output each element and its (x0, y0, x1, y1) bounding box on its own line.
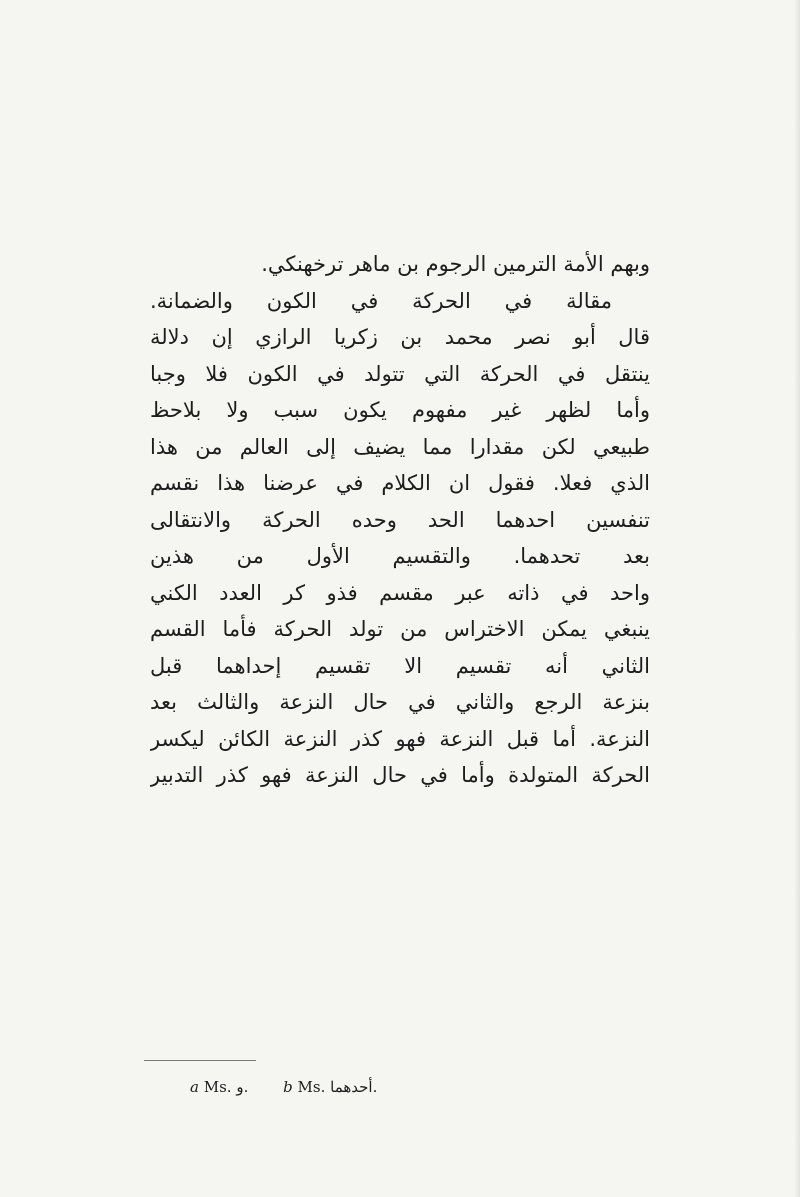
footnote-b-marker: b (283, 1078, 293, 1096)
text-line: ينبغي يمكن الاختراس من تولد الحركة فأما القسم (150, 617, 650, 641)
footnote-b-text: Ms. أحدهما. (297, 1078, 378, 1096)
footnote-rule (144, 1060, 256, 1061)
text-line: بعد تحدهما. والتقسيم الأول من هذين (150, 544, 650, 568)
text-line: وبهم الأمة الترمين الرجوم بن ماهر ترخهنكي. (261, 252, 650, 276)
text-line: ينتقل في الحركة التي تتولد في الكون فلا وجبا (150, 361, 650, 386)
text-line: الحركة المتولدة وأما في حال النزعة فهو كذر التدبير (150, 763, 650, 787)
footnote-b (283, 1078, 377, 1096)
text-line: النزعة. أما قبل النزعة فهو كذر النزعة الكائن ليكسر (150, 726, 650, 751)
text-line: مقالة في الحركة في الكون والضمانة. (150, 288, 612, 313)
text-line: طبيعي لكن مقدارا مما يضيف إلى العالم من هذا (150, 434, 650, 459)
footnote-a (190, 1078, 248, 1096)
text-line: الثاني أنه تقسيم الا تقسيم إحداهما قبل (150, 653, 650, 678)
text-line: قال أبو نصر محمد بن زكريا الرازي إن دلالة (150, 325, 650, 349)
text-line: واحد في ذاته عبر مقسم فذو كر العدد الكني (150, 580, 650, 605)
footnote-a-text: Ms. و. (203, 1078, 249, 1096)
arabic-text-block (150, 246, 650, 794)
text-line: بنزعة الرجع والثاني في حال النزعة والثالث بعد (150, 690, 650, 714)
footnote-a-marker: a (190, 1078, 199, 1096)
text-line: تنفسين احدهما الحد وحده الحركة والانتقالى (150, 507, 650, 532)
footnotes (190, 1078, 407, 1096)
text-line: الذي فعلا. فقول ان الكلام في عرضنا هذا نقسم (150, 471, 650, 495)
page-edge-shadow (794, 0, 800, 1197)
text-line: وأما لظهر غير مفهوم يكون سبب ولا بلاحظ (150, 398, 650, 422)
